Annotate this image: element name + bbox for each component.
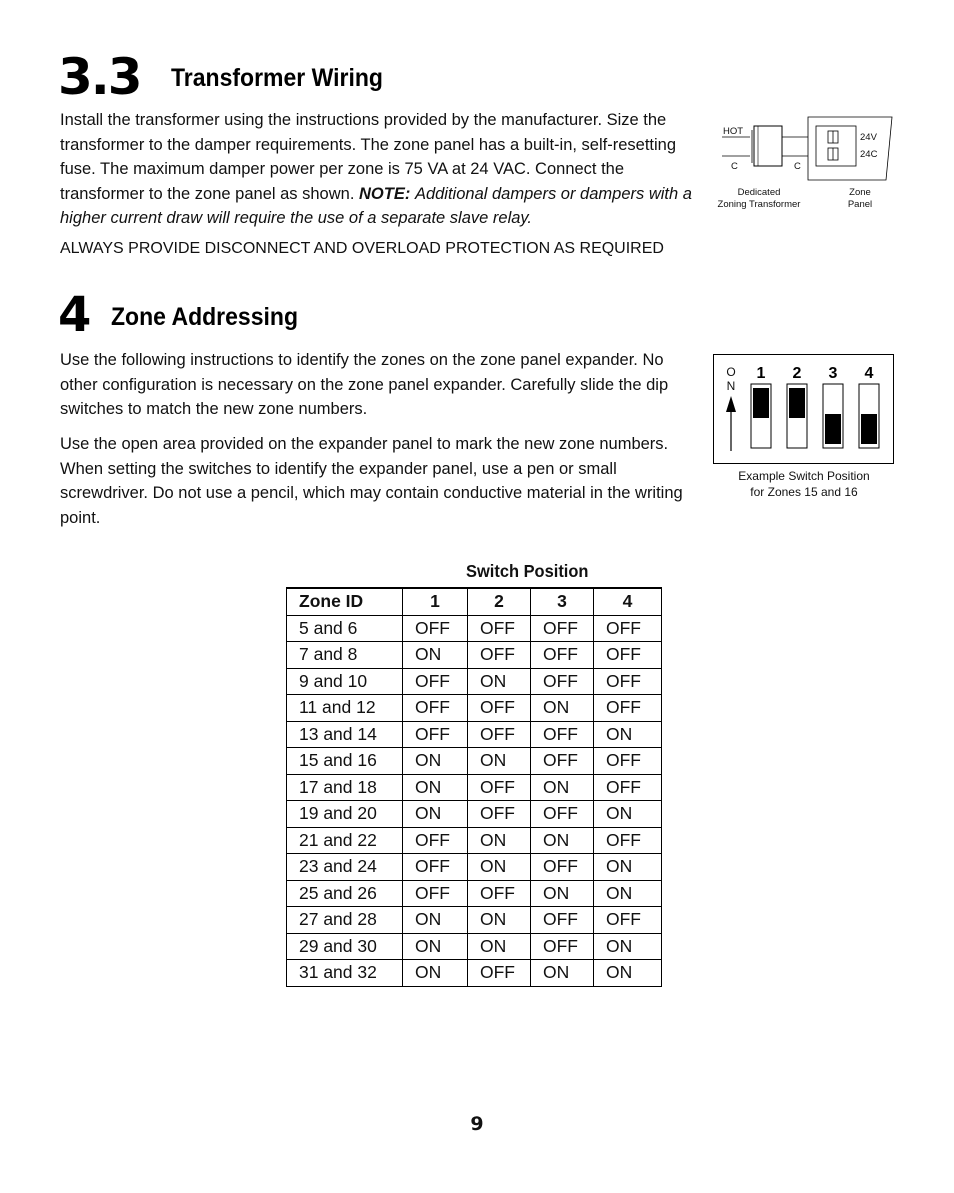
24v-label: 24V [860, 132, 877, 143]
switch-1-cell: ON [403, 907, 468, 934]
switch-3-cell: OFF [531, 748, 594, 775]
transformer-text: Install the transformer using the instructions provided by the manufacturer. Size the transformer to the damper requirements. The zone panel has a built-in, self-resetting fuse. The maximum damper power per zone is 75 VA at 24 VAC. Connect the transformer to the zone panel as shown. [60, 111, 677, 203]
switch-2-cell: OFF [468, 721, 531, 748]
switch-4-cell: ON [594, 933, 662, 960]
zone-id-cell: 17 and 18 [287, 774, 403, 801]
table-row [287, 774, 662, 801]
table-row [287, 721, 662, 748]
dip-switch-knob [753, 388, 769, 418]
dip-switch-knob [861, 414, 877, 444]
switch-2-cell: ON [468, 933, 531, 960]
table-row [287, 695, 662, 722]
zone-id-cell: 29 and 30 [287, 933, 403, 960]
zone-paragraph-2: Use the open area provided on the expander panel to mark the new zone numbers. When setting the switches to identify the expander panel, use a pen or small screwdriver. Do not use a pencil, which may contain conductive material in the writing point. [60, 435, 683, 527]
switch-4-cell: ON [594, 854, 662, 881]
table-row [287, 827, 662, 854]
table-group-label: Switch Position [466, 561, 589, 581]
on-label-n: N [726, 379, 736, 393]
zone-id-cell: 31 and 32 [287, 960, 403, 987]
transformer-paragraph [60, 108, 692, 231]
switch-caption-line1: Example Switch Position [738, 469, 870, 483]
switch-2-cell: OFF [468, 615, 531, 642]
section-number: 3.3 [58, 48, 141, 106]
switch-3-cell: OFF [531, 801, 594, 828]
page-number: 9 [470, 1113, 484, 1135]
switch-4-cell: OFF [594, 615, 662, 642]
transformer-caption-line1: Dedicated [737, 187, 781, 198]
switch-1-cell: OFF [403, 668, 468, 695]
switch-2-cell: ON [468, 907, 531, 934]
switch-4-cell: OFF [594, 668, 662, 695]
c-label-right: C [794, 161, 801, 172]
switch-4-cell: ON [594, 801, 662, 828]
switch-1-cell: ON [403, 801, 468, 828]
c-label-left: C [731, 161, 738, 172]
switch-4-cell: OFF [594, 642, 662, 669]
table-row [287, 854, 662, 881]
zone-id-cell: 27 and 28 [287, 907, 403, 934]
switch-3-cell: OFF [531, 854, 594, 881]
zone-id-cell: 21 and 22 [287, 827, 403, 854]
switch-1-cell: ON [403, 933, 468, 960]
table-row [287, 801, 662, 828]
zone-id-cell: 11 and 12 [287, 695, 403, 722]
zone-id-cell: 7 and 8 [287, 642, 403, 669]
on-label-o: O [726, 365, 736, 379]
zone-id-cell: 15 and 16 [287, 748, 403, 775]
table-row [287, 615, 662, 642]
switch-2-cell: ON [468, 668, 531, 695]
table-row [287, 960, 662, 987]
switch-3-cell: ON [531, 695, 594, 722]
header-switch-4: 4 [594, 588, 662, 615]
zone-paragraph-1: Use the following instructions to identify the zones on the zone panel expander. No other configuration is necessary on the zone panel expander. Carefully slide the dip switches to match the new zone numbers. [60, 351, 669, 418]
switch-1-cell: OFF [403, 615, 468, 642]
switch-2-cell: ON [468, 748, 531, 775]
header-switch-3: 3 [531, 588, 594, 615]
dip-switch-knob [825, 414, 841, 444]
switch-2-cell: ON [468, 827, 531, 854]
table-row [287, 668, 662, 695]
switch-number-label: 1 [756, 365, 766, 382]
switch-3-cell: ON [531, 774, 594, 801]
switch-number-label: 2 [792, 365, 802, 382]
switch-2-cell: OFF [468, 801, 531, 828]
switch-3-cell: OFF [531, 615, 594, 642]
switch-position-table [286, 587, 662, 987]
24c-label: 24C [860, 149, 878, 160]
switch-3-cell: OFF [531, 933, 594, 960]
switch-1-cell: OFF [403, 827, 468, 854]
table-row [287, 642, 662, 669]
switch-1-cell: OFF [403, 854, 468, 881]
zone-id-cell: 19 and 20 [287, 801, 403, 828]
transformer-caption-line2: Zoning Transformer [717, 199, 801, 210]
zone-id-cell: 9 and 10 [287, 668, 403, 695]
switch-4-cell: ON [594, 880, 662, 907]
switch-2-cell: ON [468, 854, 531, 881]
dip-switch-knob [789, 388, 805, 418]
table-row [287, 907, 662, 934]
transformer-wiring-diagram [706, 112, 896, 216]
header-zone-id: Zone ID [287, 588, 403, 615]
switch-4-cell: OFF [594, 774, 662, 801]
header-switch-2: 2 [468, 588, 531, 615]
switch-1-cell: OFF [403, 880, 468, 907]
switch-3-cell: OFF [531, 668, 594, 695]
switch-3-cell: OFF [531, 642, 594, 669]
zone-id-cell: 5 and 6 [287, 615, 403, 642]
table-row [287, 933, 662, 960]
switch-2-cell: OFF [468, 960, 531, 987]
protection-warning: ALWAYS PROVIDE DISCONNECT AND OVERLOAD PROTECTION AS REQUIRED [60, 240, 664, 257]
switch-2-cell: OFF [468, 642, 531, 669]
switch-1-cell: ON [403, 960, 468, 987]
section-title: Zone Addressing [111, 303, 299, 331]
switch-3-cell: ON [531, 880, 594, 907]
switch-2-cell: OFF [468, 880, 531, 907]
switch-4-cell: OFF [594, 748, 662, 775]
switch-4-cell: ON [594, 721, 662, 748]
table-row [287, 880, 662, 907]
section-title: Transformer Wiring [171, 64, 383, 92]
panel-caption-line2: Panel [847, 199, 873, 210]
zone-id-cell: 13 and 14 [287, 721, 403, 748]
switch-2-cell: OFF [468, 774, 531, 801]
header-switch-1: 1 [403, 588, 468, 615]
zone-id-cell: 23 and 24 [287, 854, 403, 881]
table-row [287, 748, 662, 775]
switch-3-cell: OFF [531, 907, 594, 934]
switch-4-cell: ON [594, 960, 662, 987]
switch-4-cell: OFF [594, 695, 662, 722]
zone-id-cell: 25 and 26 [287, 880, 403, 907]
hot-label: HOT [723, 126, 744, 137]
switch-1-cell: ON [403, 774, 468, 801]
switch-1-cell: OFF [403, 695, 468, 722]
switch-1-cell: ON [403, 642, 468, 669]
table-header-row [287, 588, 662, 615]
switch-1-cell: OFF [403, 721, 468, 748]
switch-3-cell: ON [531, 960, 594, 987]
section-number: 4 [58, 287, 90, 343]
switch-number-label: 4 [864, 365, 874, 382]
switch-3-cell: OFF [531, 721, 594, 748]
switch-4-cell: OFF [594, 827, 662, 854]
switch-4-cell: OFF [594, 907, 662, 934]
switch-caption-line2: for Zones 15 and 16 [750, 485, 858, 499]
switch-3-cell: ON [531, 827, 594, 854]
dip-switch-diagram [713, 354, 894, 464]
switch-1-cell: ON [403, 748, 468, 775]
switch-number-label: 3 [828, 365, 838, 382]
note-text: Additional dampers or dampers with a higher current draw will require the use of a separate slave relay. [60, 184, 692, 227]
switch-2-cell: OFF [468, 695, 531, 722]
switch-caption [714, 468, 894, 500]
note-label: NOTE: [359, 184, 411, 203]
panel-caption-line1: Zone [849, 187, 871, 198]
